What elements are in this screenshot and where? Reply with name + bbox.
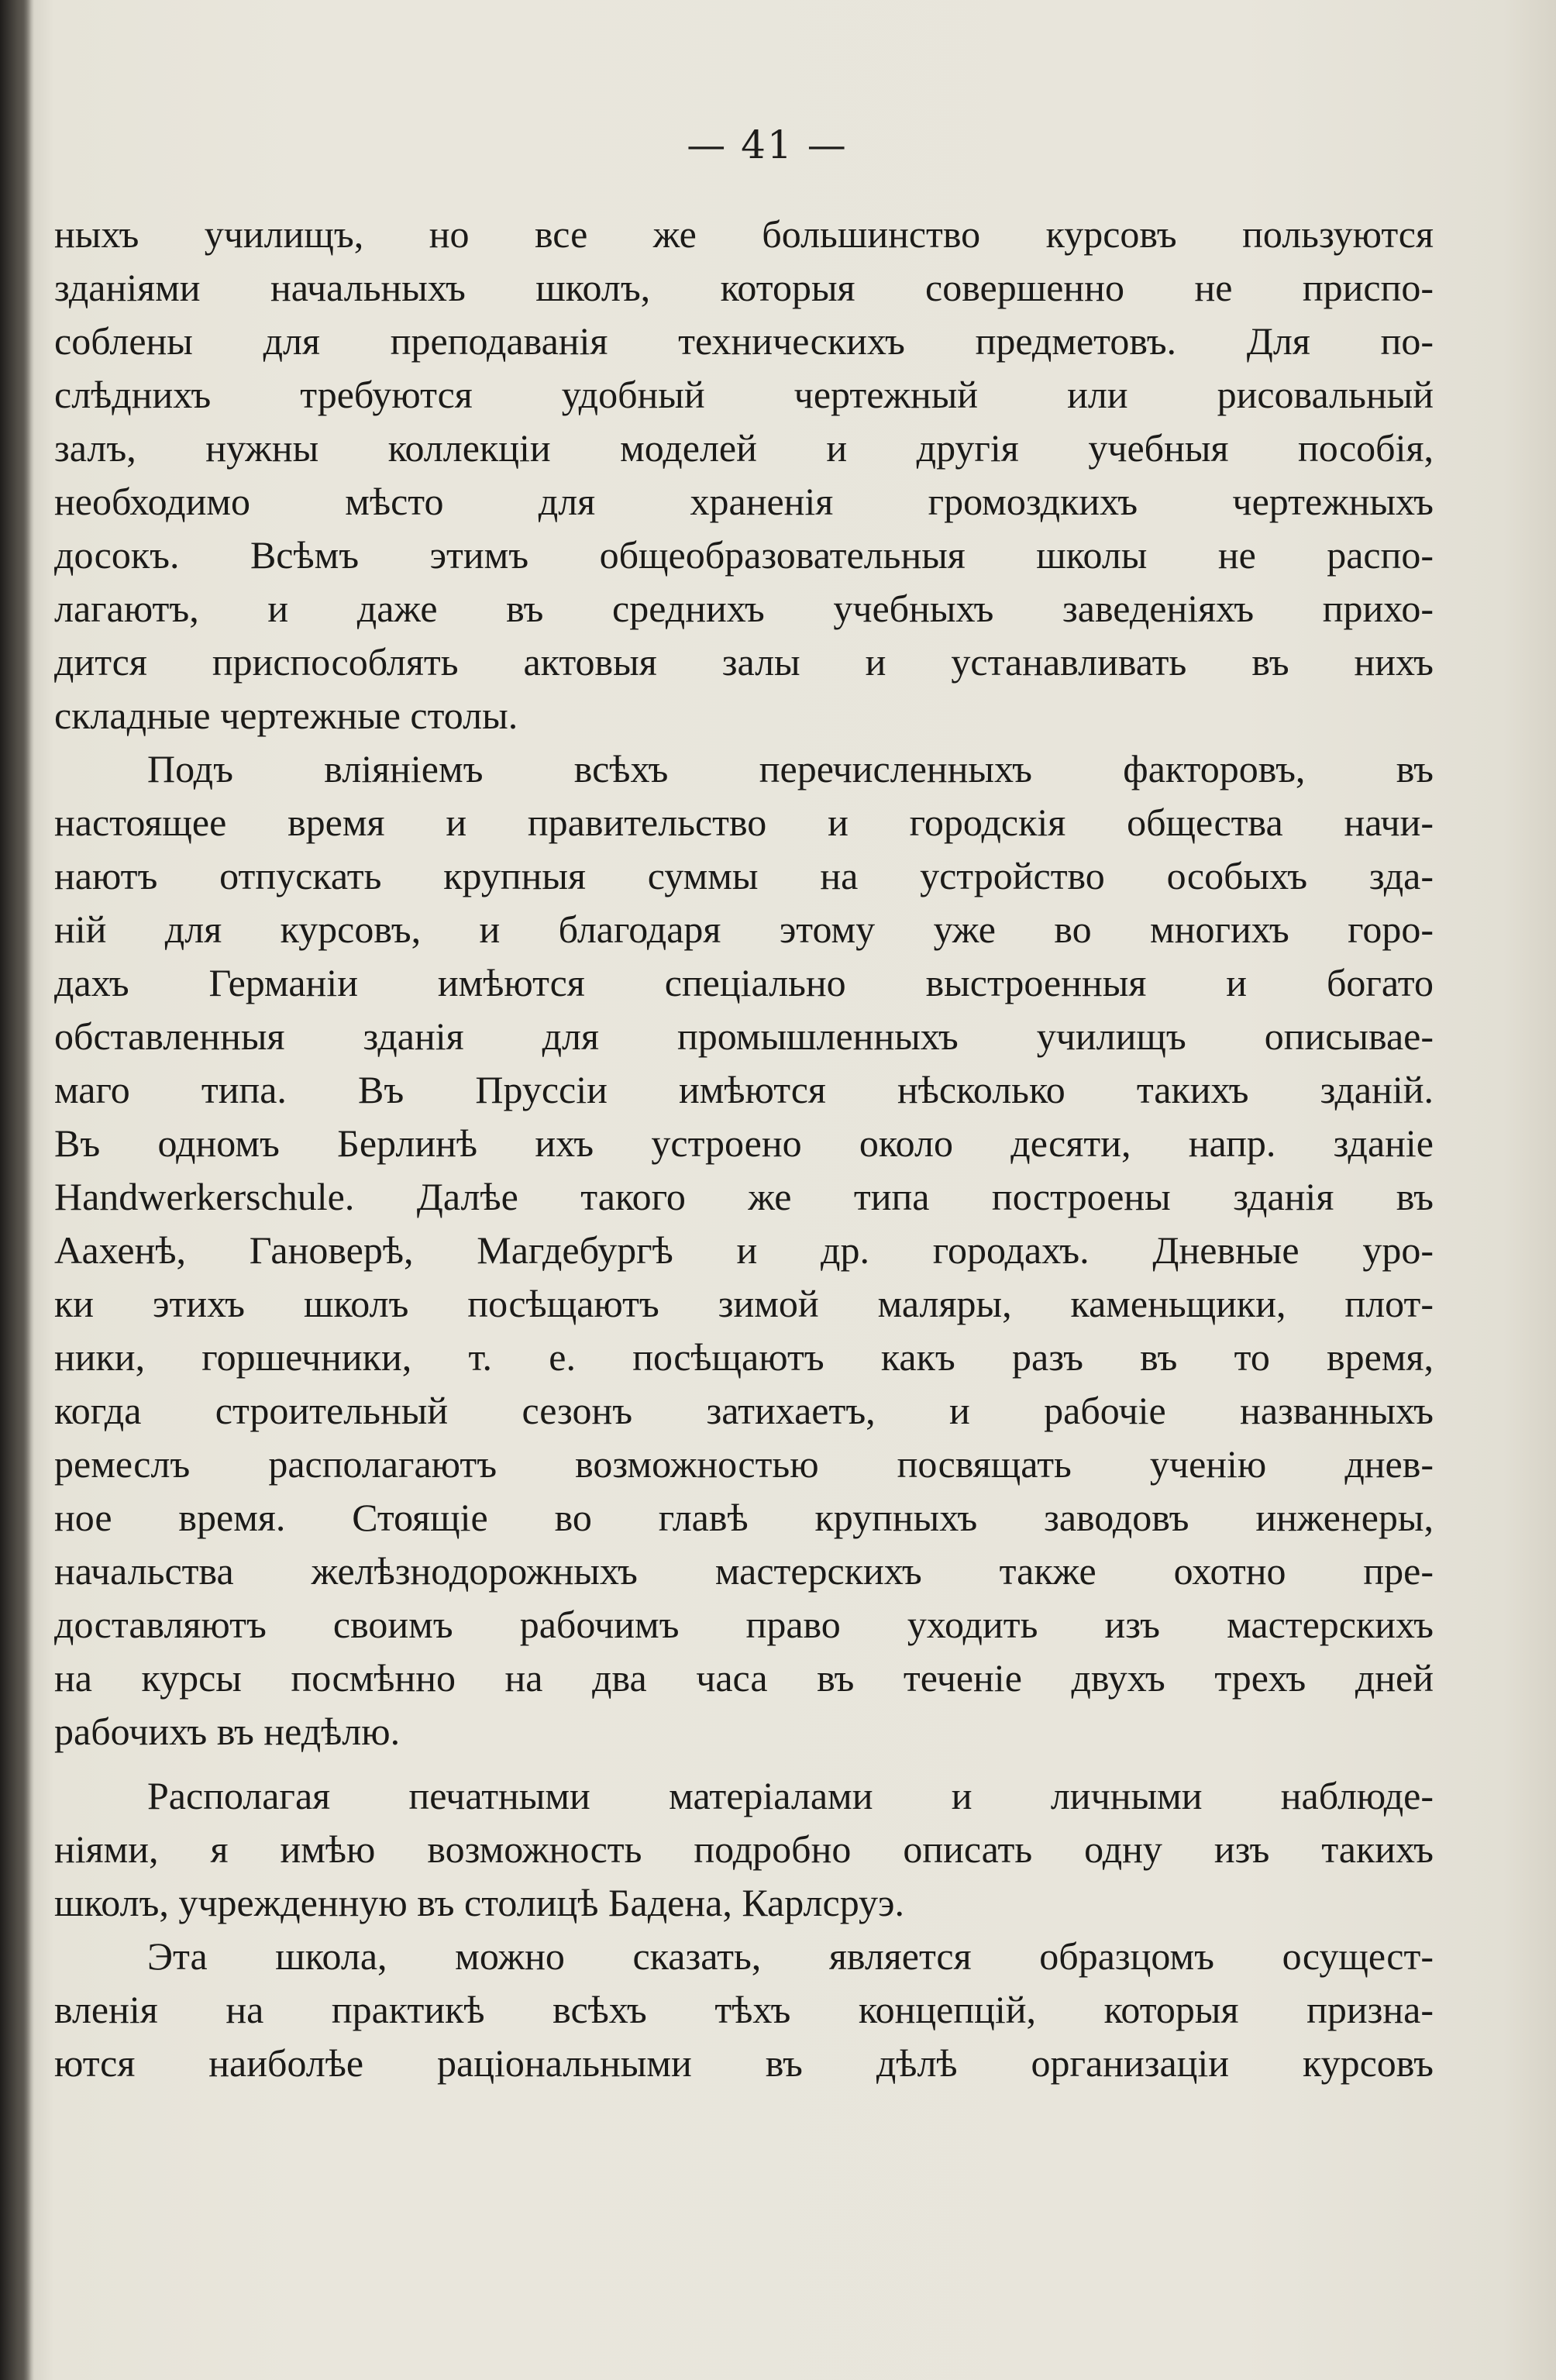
text-line: ніями, я имѣю возможность подробно описать одну изъ такихъ: [54, 1827, 1434, 1871]
book-gutter-shadow: [0, 0, 31, 2380]
text-line: Аахенѣ, Гановерѣ, Магдебургѣ и др. городахъ. Дневные уро-: [54, 1228, 1434, 1272]
paragraph-4: [54, 1930, 1434, 2090]
text-line: Handwerkerschule. Далѣе такого же типа построены зданія въ: [54, 1175, 1434, 1218]
text-line: складные чертежные столы.: [54, 694, 518, 737]
paragraph-2: [54, 742, 1434, 1758]
text-line: начальства желѣзнодорожныхъ мастерскихъ также охотно пре-: [54, 1549, 1434, 1593]
text-line: Эта школа, можно сказать, является образцомъ осущест-: [147, 1934, 1434, 1978]
text-line: школъ, учрежденную въ столицѣ Бадена, Карлсруэ.: [54, 1881, 904, 1924]
text-line: залъ, нужны коллекціи моделей и другія учебныя пособія,: [54, 426, 1434, 470]
text-line: дахъ Германіи имѣются спеціально выстроенныя и богато: [54, 961, 1434, 1004]
text-line: дится приспособлять актовыя залы и устанавливать въ нихъ: [54, 640, 1434, 684]
text-line: ки этихъ школъ посѣщаютъ зимой маляры, каменьщики, плот-: [54, 1282, 1434, 1325]
text-line: Располагая печатными матеріалами и личными наблюде-: [147, 1774, 1434, 1817]
page-number: — 41 —: [687, 122, 848, 167]
text-line: зданіями начальныхъ школъ, которыя совершенно не приспо-: [54, 266, 1434, 309]
text-line: Въ одномъ Берлинѣ ихъ устроено около десяти, напр. зданіе: [54, 1121, 1434, 1165]
text-line: необходимо мѣсто для храненія громоздкихъ чертежныхъ: [54, 480, 1434, 523]
text-line: досокъ. Всѣмъ этимъ общеобразовательныя школы не распо-: [54, 533, 1434, 577]
text-line: когда строительный сезонъ затихаетъ, и рабочіе названныхъ: [54, 1389, 1434, 1432]
text-line: на курсы посмѣнно на два часа въ теченіе двухъ трехъ дней: [54, 1656, 1434, 1700]
paragraph-gap: [54, 1758, 1434, 1769]
body-text: [54, 208, 1434, 2090]
text-line: слѣднихъ требуются удобный чертежный или рисовальный: [54, 373, 1434, 416]
text-line: соблены для преподаванія техническихъ предметовъ. Для по-: [54, 319, 1434, 363]
text-line: доставляютъ своимъ рабочимъ право уходить изъ мастерскихъ: [54, 1603, 1434, 1646]
text-line: наютъ отпускать крупныя суммы на устройство особыхъ зда-: [54, 854, 1434, 897]
paragraph-1: [54, 208, 1434, 742]
text-line: ники, горшечники, т. е. посѣщаютъ какъ разъ въ то время,: [54, 1335, 1434, 1379]
text-line: ются наиболѣе раціональными въ дѣлѣ организаціи курсовъ: [54, 2041, 1434, 2085]
text-line: обставленныя зданія для промышленныхъ училищъ описывае-: [54, 1014, 1434, 1058]
text-line: Подъ вліяніемъ всѣхъ перечисленныхъ факторовъ, въ: [147, 747, 1434, 790]
paragraph-3: [54, 1769, 1434, 1930]
text-line: рабочихъ въ недѣлю.: [54, 1710, 401, 1753]
text-line: ныхъ училищъ, но все же большинство курсовъ пользуются: [54, 212, 1434, 256]
text-line: настоящее время и правительство и городскія общества начи-: [54, 801, 1434, 844]
book-page: [46, 0, 1556, 2380]
text-line: лагаютъ, и даже въ среднихъ учебныхъ заведеніяхъ прихо-: [54, 587, 1434, 630]
text-line: ній для курсовъ, и благодаря этому уже во многихъ горо-: [54, 908, 1434, 951]
text-line: вленія на практикѣ всѣхъ тѣхъ концепцій, которыя призна-: [54, 1988, 1434, 2031]
text-line: ное время. Стоящіе во главѣ крупныхъ заводовъ инженеры,: [54, 1496, 1434, 1539]
text-line: ремеслъ располагаютъ возможностью посвящать ученію днев-: [54, 1442, 1434, 1486]
text-line: маго типа. Въ Пруссіи имѣются нѣсколько такихъ зданій.: [54, 1068, 1434, 1111]
